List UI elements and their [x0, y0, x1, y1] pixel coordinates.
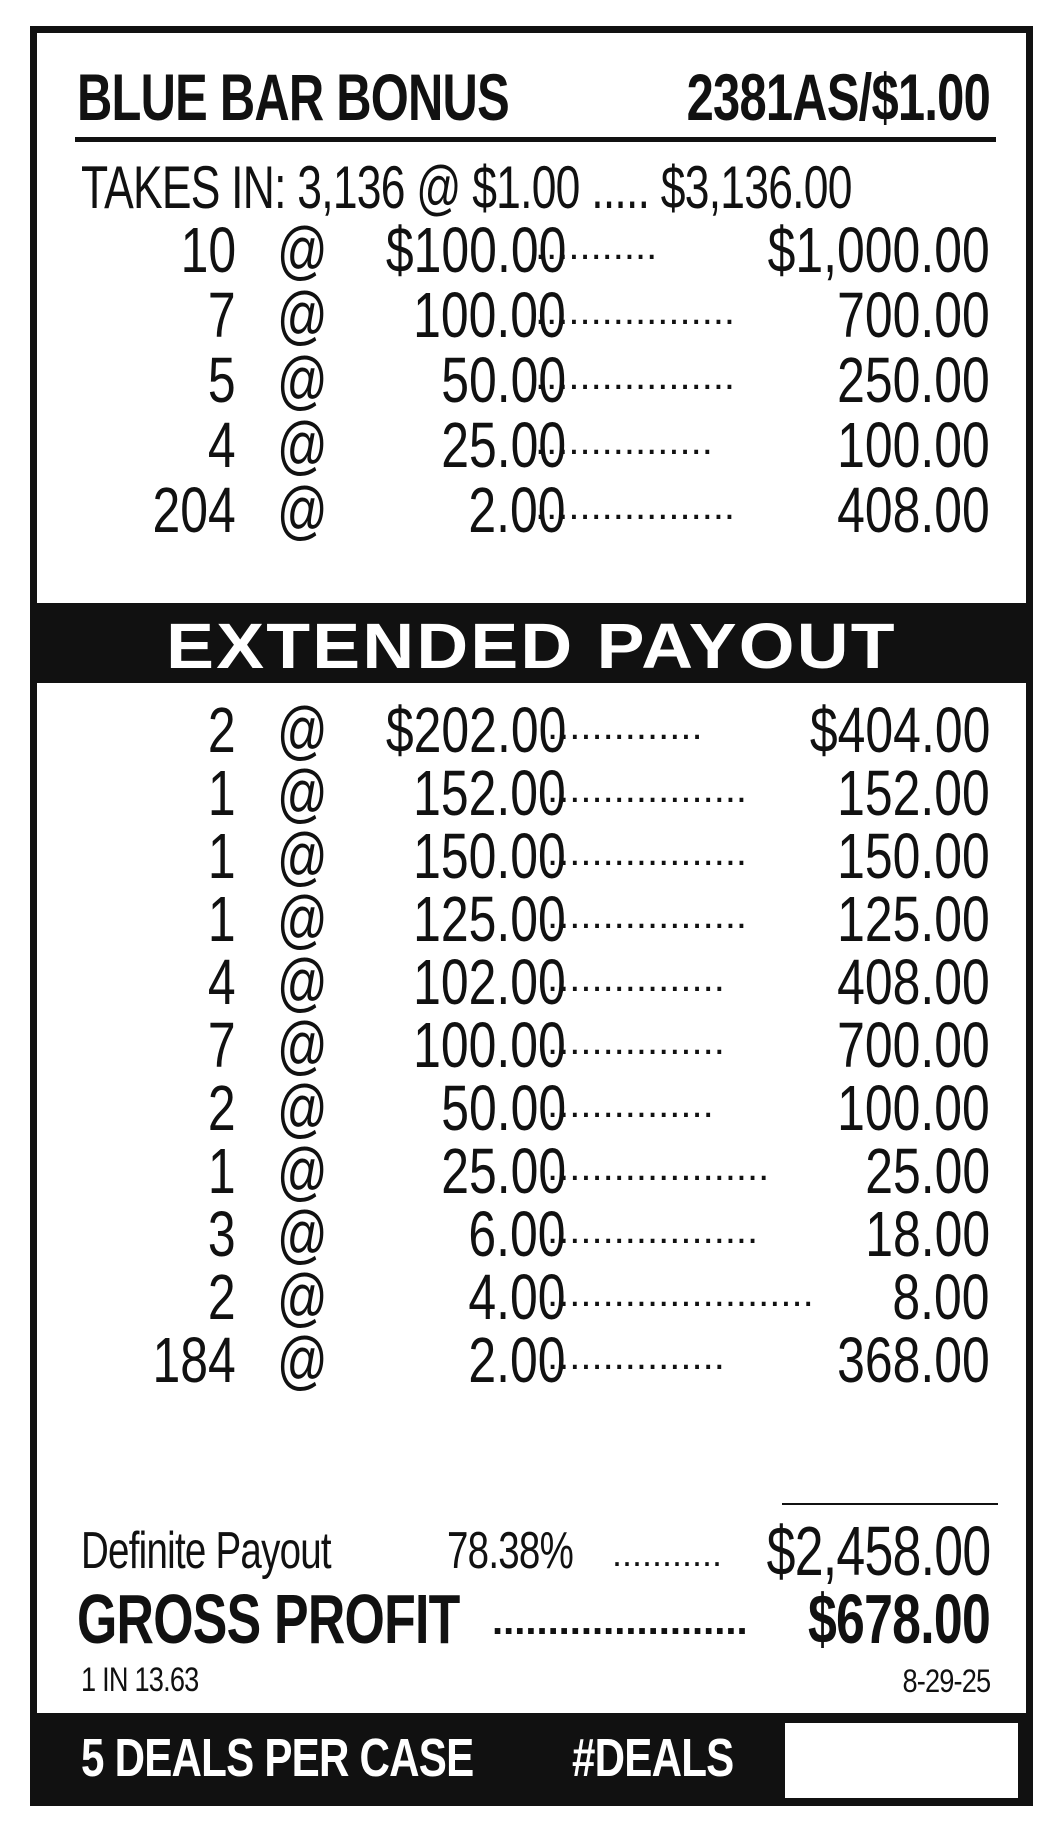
- leader-dots: ..................: [547, 830, 748, 874]
- at-sign: @: [277, 1324, 328, 1396]
- leader-dots: ..................: [547, 893, 748, 937]
- payout-qty: 1: [208, 1135, 236, 1207]
- gross-profit-label: GROSS PROFIT: [77, 1580, 460, 1658]
- leader-dots: ................: [547, 1334, 725, 1378]
- payout-amount: 100.00: [413, 1009, 566, 1081]
- gross-profit-value: $678.00: [807, 1580, 990, 1658]
- header-rule: [75, 137, 996, 142]
- payout-qty: 1: [208, 820, 236, 892]
- payout-qty: 1: [208, 757, 236, 829]
- at-sign: @: [277, 409, 328, 481]
- leader-dots: ........................: [547, 1271, 814, 1315]
- payout-qty: 184: [152, 1324, 236, 1396]
- payout-row: [37, 756, 1026, 829]
- at-sign: @: [277, 1009, 328, 1081]
- payout-total: 408.00: [837, 474, 990, 546]
- payout-total: 700.00: [837, 1009, 990, 1081]
- at-sign: @: [277, 1135, 328, 1207]
- payout-amount: $202.00: [385, 694, 566, 766]
- at-sign: @: [277, 279, 328, 351]
- at-sign: @: [277, 474, 328, 546]
- payout-row: [37, 1323, 1026, 1396]
- leader-dots: ..................: [535, 354, 736, 398]
- payout-row: [37, 473, 1026, 546]
- payout-row: [37, 882, 1026, 955]
- form-number: 2381AS/$1.00: [686, 60, 990, 134]
- payout-qty: 5: [208, 344, 236, 416]
- payout-row: [37, 945, 1026, 1018]
- extended-payout-band: [37, 603, 1026, 683]
- payout-amount: 150.00: [413, 820, 566, 892]
- deals-label: #DEALS: [572, 1728, 734, 1788]
- at-sign: @: [277, 1261, 328, 1333]
- date-text: 8-29-25: [902, 1663, 990, 1699]
- payout-row: [37, 408, 1026, 481]
- payout-amount: 50.00: [441, 1072, 566, 1144]
- payout-total: 100.00: [837, 1072, 990, 1144]
- leader-dots: ...........: [535, 224, 658, 268]
- at-sign: @: [277, 757, 328, 829]
- payout-qty: 7: [208, 1009, 236, 1081]
- payout-amount: 152.00: [413, 757, 566, 829]
- leader-dots: ...............: [547, 1082, 714, 1126]
- leader-dots: ....................: [547, 1145, 770, 1189]
- payout-total: 368.00: [837, 1324, 990, 1396]
- payout-qty: 4: [208, 409, 236, 481]
- band-label: EXTENDED PAYOUT: [166, 610, 897, 682]
- payout-total: 18.00: [865, 1198, 990, 1270]
- payout-total: 100.00: [837, 409, 990, 481]
- leader-dots: ...................: [547, 1208, 759, 1252]
- definite-payout-label: Definite Payout: [81, 1522, 331, 1580]
- at-sign: @: [277, 883, 328, 955]
- footer-bar: [37, 1713, 1026, 1806]
- payout-row: [37, 1071, 1026, 1144]
- leader-dots: ..............: [547, 704, 703, 748]
- payout-total: 8.00: [892, 1261, 990, 1333]
- payout-total: 408.00: [837, 946, 990, 1018]
- payout-total: 150.00: [837, 820, 990, 892]
- payout-qty: 4: [208, 946, 236, 1018]
- payout-total: 25.00: [865, 1135, 990, 1207]
- gross-dots: .......................: [492, 1599, 748, 1643]
- payout-row: [37, 819, 1026, 892]
- leader-dots: ..................: [535, 484, 736, 528]
- deals-per-case: 5 DEALS PER CASE: [81, 1728, 474, 1788]
- payout-qty: 3: [208, 1198, 236, 1270]
- at-sign: @: [277, 820, 328, 892]
- payout-qty: 204: [152, 474, 236, 546]
- odds-text: 1 IN 13.63: [81, 1661, 199, 1699]
- payout-row: [37, 1134, 1026, 1207]
- payout-amount: 50.00: [441, 344, 566, 416]
- leader-dots: ................: [547, 1019, 725, 1063]
- payout-amount: 2.00: [468, 1324, 566, 1396]
- payout-amount: 25.00: [441, 1135, 566, 1207]
- payout-amount: $100.00: [385, 214, 566, 286]
- payout-qty: 2: [208, 1261, 236, 1333]
- payout-row: [37, 1260, 1026, 1333]
- payout-total: 125.00: [837, 883, 990, 955]
- payout-row: [37, 693, 1026, 766]
- leader-dots: ................: [535, 419, 713, 463]
- payout-amount: 4.00: [468, 1261, 566, 1333]
- at-sign: @: [277, 946, 328, 1018]
- payout-card: [30, 26, 1033, 1806]
- leader-dots: ..................: [535, 289, 736, 333]
- at-sign: @: [277, 214, 328, 286]
- definite-payout-value: $2,458.00: [766, 1512, 990, 1590]
- payout-total: 250.00: [837, 344, 990, 416]
- payout-qty: 2: [208, 1072, 236, 1144]
- payout-total: 152.00: [837, 757, 990, 829]
- payout-amount: 102.00: [413, 946, 566, 1018]
- at-sign: @: [277, 694, 328, 766]
- payout-row: [37, 343, 1026, 416]
- payout-row: [37, 1197, 1026, 1270]
- payout-total: 700.00: [837, 279, 990, 351]
- payout-row: [37, 278, 1026, 351]
- leader-dots: ................: [547, 956, 725, 1000]
- definite-payout-percent: 78.38%: [447, 1522, 574, 1580]
- payout-amount: 25.00: [441, 409, 566, 481]
- payout-row: [37, 1008, 1026, 1081]
- payout-row: [37, 213, 1026, 286]
- payout-qty: 7: [208, 279, 236, 351]
- leader-dots: ..................: [547, 767, 748, 811]
- at-sign: @: [277, 1198, 328, 1270]
- game-title: BLUE BAR BONUS: [77, 60, 509, 134]
- payout-amount: 6.00: [468, 1198, 566, 1270]
- at-sign: @: [277, 344, 328, 416]
- payout-qty: 1: [208, 883, 236, 955]
- takes-in-line: TAKES IN: 3,136 @ $1.00 ..... $3,136.00: [81, 154, 852, 221]
- deals-entry-box[interactable]: [785, 1723, 1018, 1798]
- payout-total: $404.00: [809, 694, 990, 766]
- payout-qty: 2: [208, 694, 236, 766]
- payout-amount: 2.00: [468, 474, 566, 546]
- definite-dots: ...........: [612, 1533, 723, 1574]
- payout-total: $1,000.00: [767, 214, 990, 286]
- summary-rule: [782, 1503, 998, 1505]
- payout-qty: 10: [180, 214, 236, 286]
- payout-amount: 100.00: [413, 279, 566, 351]
- payout-amount: 125.00: [413, 883, 566, 955]
- at-sign: @: [277, 1072, 328, 1144]
